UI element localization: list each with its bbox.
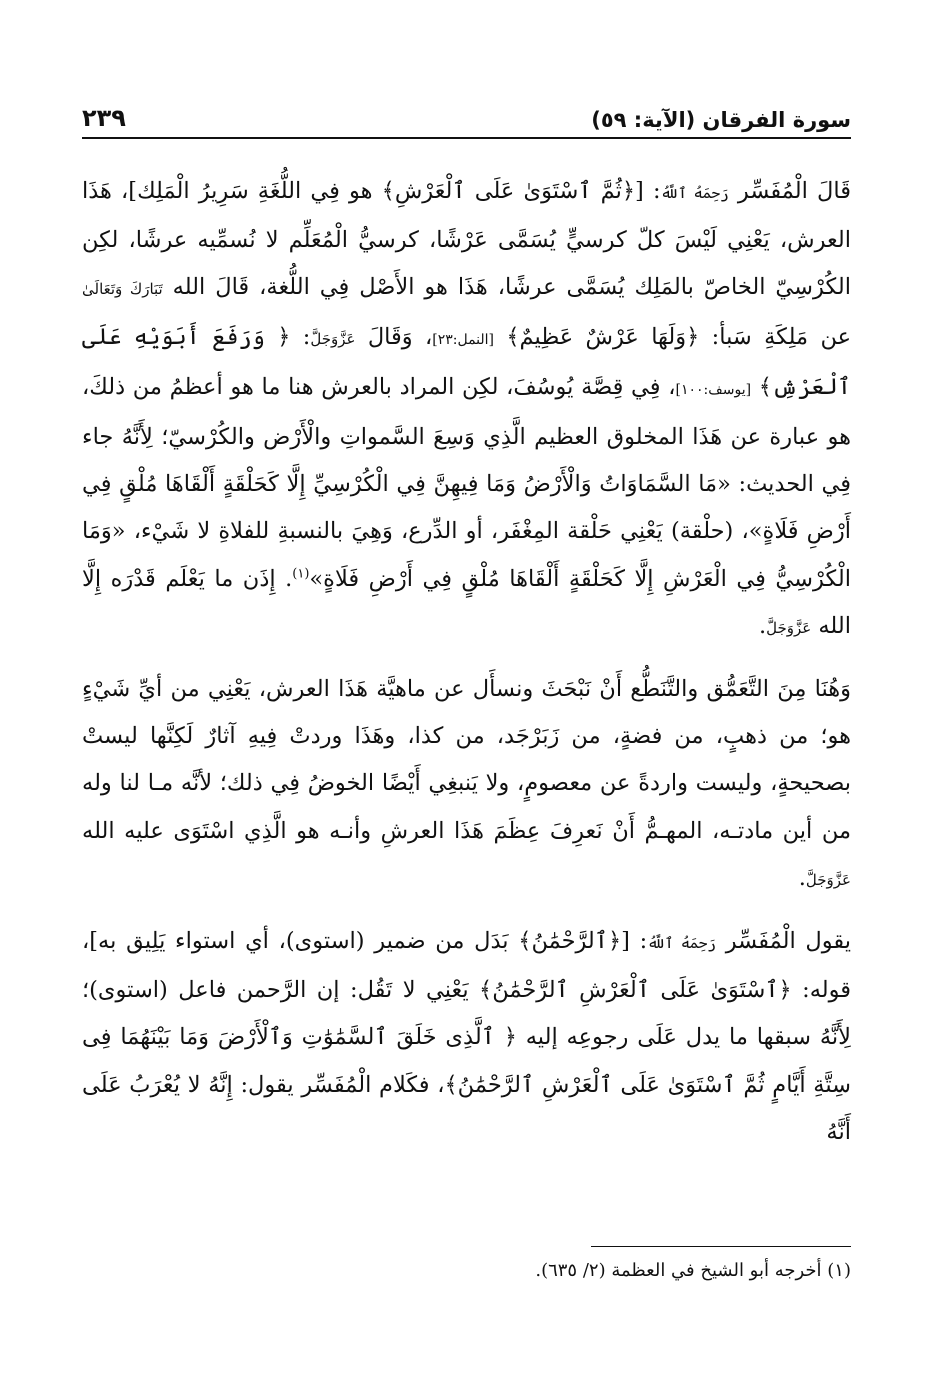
page-header <box>82 92 851 132</box>
honorific: رَحِمَهُ ٱللَّهُ <box>647 934 717 953</box>
verse-reference: [يوسف:١٠٠] <box>675 381 752 398</box>
honorific: عَزَّوَجَلَّ <box>766 618 812 637</box>
text-segment: ، فِي قِصَّة يُوسُفَ، لكِن المراد بالعرش هنا ما هو أعظمُ من <box>132 373 676 400</box>
text-segment: العرش، يَعْنِي لَيْسَ كلّ كرسيٍّ يُسَمَّى عَرْشًا، كرسيُّ الْمُعَلِّم لا نُسمِّيه عرشًا، لكِن <box>82 227 851 254</box>
verse-reference: [النمل:٢٣] <box>432 331 495 348</box>
paragraph <box>82 168 851 652</box>
text-segment: . <box>758 612 767 639</box>
text-segment: لِأَنَّهُ جاء فِي الحديث: «مَا السَّمَاوَاتُ وَالْأَرْضُ وَمَا فِيهِنَّ فِي الْكُرْسِيِّ إِلَّا كَحَلْقَةٍ أَلْقَاهَا <box>82 424 852 498</box>
footnote-rule <box>591 1246 851 1247</box>
surah-title: سورة الفرقان (الآية: ٥٩) <box>591 108 851 132</box>
text-segment: لأنَّه مـا لنا وله من أين مادتـه، المهـمُّ أَنْ نَعرِفَ عِظَمَ هَذَا العرشِ وأنـه هو الَّذِي <box>82 770 852 844</box>
honorific: تَبَارَكَ وَتَعَالَىٰ <box>82 280 163 299</box>
text-segment: يَعْلَم قَدْرَه إِلَّا الله <box>82 565 851 639</box>
text-segment: ذلكَ، هو عبارة عن هَذَا المخلوق العظيم الَّذِي وَسِعَ السَّمواتِ والْأَرْض والكُرْسيّ؛ <box>82 373 851 451</box>
page-number: ٢٣٩ <box>82 104 126 132</box>
text-segment: ٱلْعَرْشِ﴾ <box>751 373 851 400</box>
text-segment: الكُرْسِيّ الخاصّ بالمَلِك يُسَمَّى عرشًا، هَذَا هو الأَصْل فِي اللُّغة، قَالَ الله <box>162 274 851 301</box>
text-segment: ليستْ بصحيحةٍ، وليست واردةً عن معصومٍ، ولا يَنبغِي أَيْضًا الخوضُ فِي ذلك؛ <box>82 723 851 797</box>
text-segment: اسْتَوَى عليه الله <box>82 817 235 844</box>
text-segment: أَيَّامٍ ثُمَّ ٱسْتَوَىٰ عَلَى ٱلْعَرْشِ ٱلرَّحْمَٰنُ﴾، فكَلام الْمُفَسِّر يقول: إِنَّهُ لا يُعْرَبُ عَلَى أَنَّهُ <box>82 1071 851 1145</box>
text-segment: وَهُنَا مِنَ التَّعَمُّق والتَّنَطُّع أَنْ نَبْحَثَ ونسأَل عن ماهيَّة هَذَا العرش، يَعْنِي من <box>170 676 851 703</box>
text-segment: قَالَ الْمُفَسِّر <box>728 178 851 204</box>
text-segment: . إِذَن ما <box>214 565 293 592</box>
text-segment: . <box>798 864 806 891</box>
text-segment: مُلْقٍ فِي أَرْضِ فَلَاةٍ»، (حلْقة) يَعْنِي حَلْقة المِغْفَر، أو الدِّرع، وَهِيَ بالنسبةِ للفلاةِ <box>82 471 852 545</box>
text-segment: أيِّ شَيْءٍ هو؛ من ذهبٍ، من فضةٍ، من زَبَرْجَد، من كذا، وهَذَا وردتْ فِيهِ آثارٌ لَكِنَّها <box>82 676 852 750</box>
text-segment: : ﴿ وَرَفَعَ أَبَوَيْهِ عَلَى <box>82 323 311 350</box>
honorific: رَحِمَهُ ٱللَّهُ <box>660 184 729 202</box>
footnote: (١) أخرجه أبو الشيخ في العظمة (٢/ ٦٣٥). <box>535 1260 851 1281</box>
text-segment: لا شَيْء، «وَمَا الْكُرْسِيُّ فِي الْعَرْشِ إِلَّا كَحَلْقَةٍ أَلْقَاهَا مُلْقٍ فِي أَرْضِ فَلَاةٍ» <box>82 518 851 592</box>
text-segment: : [﴿ثُمَّ ٱسْتَوَىٰ عَلَى ٱلْعَرْشِ﴾ هو فِي اللُّغَةِ سَرِيرُ الْمَلِك]، هَذَا <box>82 178 661 204</box>
text-segment: به]، قوله: ﴿ٱسْتَوَىٰ عَلَى ٱلْعَرْشِ ٱلرَّحْمَٰنُ﴾ يَعْنِي لا تَقُل: إن الرَّحمن فاعل (استوى)؛ <box>82 928 851 1004</box>
text-segment: لِأَنَّهُ سبقها ما يدل عَلَى رجوعِه إليه ﴿ ٱلَّذِى خَلَقَ ٱلسَّمَٰوَٰتِ وَٱلْأَرْضَ وَمَا بَيْنَهُمَا فِى سِتَّةِ <box>82 1024 851 1098</box>
page-body <box>82 168 851 1156</box>
paragraph <box>82 918 851 1156</box>
text-segment: عن مَلِكَةِ سَبأ: ﴿وَلَهَا عَرْشٌ عَظِيمٌ﴾ <box>494 323 851 350</box>
honorific: عَزَّوَجَلَّ <box>310 329 356 348</box>
header-rule <box>82 137 851 139</box>
honorific: عَزَّوَجَلَّ <box>805 870 851 889</box>
footnote-marker: (١) <box>292 566 310 582</box>
paragraph <box>82 666 851 904</box>
text-segment: : [﴿ٱلرَّحْمَٰنُ﴾ بَدَل من ضمير (استوى)، أي استواء يَلِيق <box>126 928 648 955</box>
text-segment: ، وَقَالَ <box>355 323 433 350</box>
text-segment: يقول الْمُفَسِّر <box>716 928 852 955</box>
